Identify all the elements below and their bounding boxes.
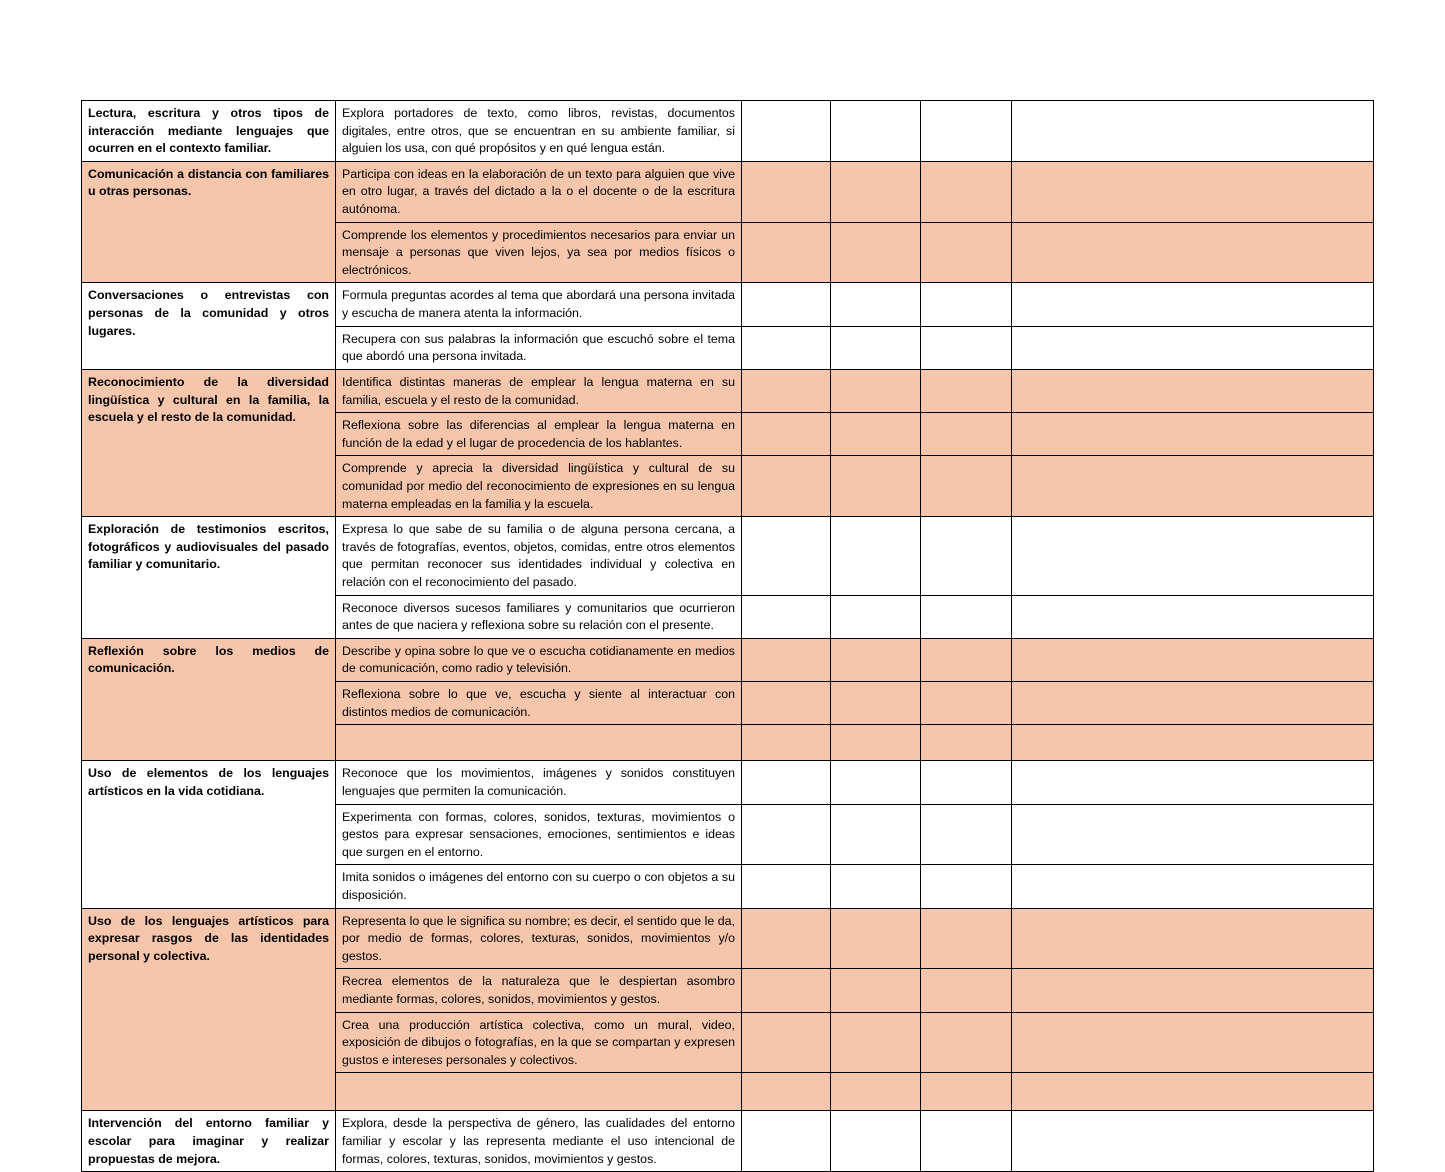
assessment-blank-cell[interactable] [921,222,1012,283]
assessment-blank-cell[interactable] [831,638,921,681]
assessment-table [81,100,1374,1172]
learning-process-cell-empty [336,725,742,761]
assessment-blank-cell[interactable] [831,413,921,456]
assessment-blank-cell[interactable] [921,865,1012,908]
table-body [82,101,1374,1172]
assessment-blank-cell[interactable] [921,101,1012,162]
learning-process-cell: Comprende los elementos y procedimientos necesarios para enviar un mensaje a personas que viven lejos, ya sea por medios físicos o electrónicos. [336,222,742,283]
assessment-blank-cell[interactable] [921,761,1012,804]
content-topic-cell: Uso de elementos de los lenguajes artísticos en la vida cotidiana. [82,761,336,908]
assessment-blank-cell[interactable] [1012,682,1374,725]
assessment-table-container [81,100,1373,1172]
assessment-blank-cell[interactable] [1012,638,1374,681]
assessment-blank-cell[interactable] [921,908,1012,969]
assessment-blank-cell[interactable] [742,682,831,725]
table-row [82,1111,1374,1172]
assessment-blank-cell[interactable] [1012,804,1374,865]
assessment-blank-cell[interactable] [1012,222,1374,283]
assessment-blank-cell[interactable] [742,326,831,369]
learning-process-cell: Expresa lo que sabe de su familia o de alguna persona cercana, a través de fotografías, eventos, objetos, comidas, entre otros elementos que permitan reconocer sus identidades individual y colectiva en relación con el reconocimiento del pasado. [336,517,742,595]
content-topic-cell: Uso de los lenguajes artísticos para expresar rasgos de las identidades personal y colectiva. [82,908,336,1111]
assessment-blank-cell[interactable] [831,682,921,725]
assessment-blank-cell[interactable] [831,326,921,369]
content-topic-cell: Exploración de testimonios escritos, fotográficos y audiovisuales del pasado familiar y comunitario. [82,517,336,639]
assessment-blank-cell[interactable] [1012,161,1374,222]
learning-process-cell: Explora portadores de texto, como libros, revistas, documentos digitales, entre otros, que se encuentran en su ambiente familiar, si alguien los usa, con qué propósitos y en qué lengua están. [336,101,742,162]
assessment-blank-cell[interactable] [831,456,921,517]
learning-process-cell: Describe y opina sobre lo que ve o escucha cotidianamente en medios de comunicación, como radio y televisión. [336,638,742,681]
assessment-blank-cell[interactable] [742,908,831,969]
assessment-blank-cell[interactable] [1012,369,1374,412]
learning-process-cell: Identifica distintas maneras de emplear la lengua materna en su familia, escuela y el resto de la comunidad. [336,369,742,412]
table-row [82,761,1374,804]
learning-process-cell: Reconoce que los movimientos, imágenes y sonidos constituyen lenguajes que permiten la comunicación. [336,761,742,804]
content-topic-cell: Reflexión sobre los medios de comunicación. [82,638,336,760]
learning-process-cell: Formula preguntas acordes al tema que abordará una persona invitada y escucha de manera atenta la información. [336,283,742,326]
assessment-blank-cell[interactable] [1012,1012,1374,1073]
assessment-blank-cell[interactable] [742,413,831,456]
assessment-blank-cell[interactable] [1012,595,1374,638]
assessment-blank-cell[interactable] [921,369,1012,412]
assessment-blank-cell[interactable] [831,908,921,969]
assessment-blank-cell[interactable] [742,456,831,517]
assessment-blank-cell[interactable] [742,222,831,283]
content-topic-cell: Conversaciones o entrevistas con personas de la comunidad y otros lugares. [82,283,336,369]
assessment-blank-cell[interactable] [921,638,1012,681]
content-topic-cell: Intervención del entorno familiar y escolar para imaginar y realizar propuestas de mejora. [82,1111,336,1172]
table-row [82,908,1374,969]
assessment-blank-cell[interactable] [921,326,1012,369]
assessment-blank-cell[interactable] [742,101,831,162]
assessment-blank-cell[interactable] [831,595,921,638]
table-row [82,638,1374,681]
assessment-blank-cell[interactable] [1012,283,1374,326]
assessment-blank-cell[interactable] [1012,865,1374,908]
learning-process-cell: Reflexiona sobre lo que ve, escucha y siente al interactuar con distintos medios de comunicación. [336,682,742,725]
assessment-blank-cell[interactable] [1012,908,1374,969]
assessment-blank-cell[interactable] [831,804,921,865]
learning-process-cell: Imita sonidos o imágenes del entorno con su cuerpo o con objetos a su disposición. [336,865,742,908]
table-row [82,517,1374,595]
content-topic-cell: Comunicación a distancia con familiares u otras personas. [82,161,336,283]
assessment-blank-cell[interactable] [831,369,921,412]
learning-process-cell: Explora, desde la perspectiva de género, las cualidades del entorno familiar y escolar y las representa mediante el uso intencional de formas, colores, texturas, sonidos, movimientos y gestos. [336,1111,742,1172]
assessment-blank-cell[interactable] [921,595,1012,638]
assessment-blank-cell[interactable] [742,1111,831,1172]
assessment-blank-cell[interactable] [921,413,1012,456]
assessment-blank-cell[interactable] [1012,517,1374,595]
content-topic-cell: Lectura, escritura y otros tipos de interacción mediante lenguajes que ocurren en el contexto familiar. [82,101,336,162]
assessment-blank-cell[interactable] [921,1073,1012,1111]
assessment-blank-cell[interactable] [742,161,831,222]
table-row [82,283,1374,326]
assessment-blank-cell[interactable] [921,283,1012,326]
assessment-blank-cell[interactable] [831,725,921,761]
assessment-blank-cell[interactable] [921,1111,1012,1172]
assessment-blank-cell[interactable] [742,804,831,865]
assessment-blank-cell[interactable] [742,369,831,412]
assessment-blank-cell[interactable] [742,517,831,595]
learning-process-cell: Comprende y aprecia la diversidad lingüística y cultural de su comunidad por medio del reconocimiento de expresiones en su lengua materna empleadas en la familia y la escuela. [336,456,742,517]
learning-process-cell: Reconoce diversos sucesos familiares y comunitarios que ocurrieron antes de que naciera y reflexiona sobre su relación con el presente. [336,595,742,638]
assessment-blank-cell[interactable] [742,725,831,761]
content-topic-cell: Reconocimiento de la diversidad lingüística y cultural en la familia, la escuela y el resto de la comunidad. [82,369,336,516]
learning-process-cell: Experimenta con formas, colores, sonidos, texturas, movimientos o gestos para expresar sensaciones, emociones, sentimientos e ideas que surgen en el entorno. [336,804,742,865]
assessment-blank-cell[interactable] [921,682,1012,725]
assessment-blank-cell[interactable] [921,969,1012,1012]
assessment-blank-cell[interactable] [831,161,921,222]
learning-process-cell: Crea una producción artística colectiva, como un mural, video, exposición de dibujos o fotografías, en la que se compartan y expresen gustos e intereses personales y colectivos. [336,1012,742,1073]
assessment-blank-cell[interactable] [1012,761,1374,804]
assessment-blank-cell[interactable] [742,283,831,326]
assessment-blank-cell[interactable] [921,725,1012,761]
learning-process-cell-empty [336,1073,742,1111]
assessment-blank-cell[interactable] [742,638,831,681]
table-row [82,369,1374,412]
learning-process-cell: Reflexiona sobre las diferencias al emplear la lengua materna en función de la edad y el lugar de procedencia de los hablantes. [336,413,742,456]
assessment-blank-cell[interactable] [831,865,921,908]
assessment-blank-cell[interactable] [831,761,921,804]
assessment-blank-cell[interactable] [742,969,831,1012]
assessment-blank-cell[interactable] [1012,1073,1374,1111]
assessment-blank-cell[interactable] [1012,413,1374,456]
table-row [82,161,1374,222]
assessment-blank-cell[interactable] [1012,326,1374,369]
assessment-blank-cell[interactable] [1012,969,1374,1012]
assessment-blank-cell[interactable] [742,1012,831,1073]
assessment-blank-cell[interactable] [921,456,1012,517]
assessment-blank-cell[interactable] [742,1073,831,1111]
assessment-blank-cell[interactable] [742,865,831,908]
learning-process-cell: Recupera con sus palabras la información que escuchó sobre el tema que abordó una persona invitada. [336,326,742,369]
assessment-blank-cell[interactable] [742,761,831,804]
assessment-blank-cell[interactable] [831,283,921,326]
learning-process-cell: Recrea elementos de la naturaleza que le despiertan asombro mediante formas, colores, sonidos, movimientos y gestos. [336,969,742,1012]
assessment-blank-cell[interactable] [1012,725,1374,761]
assessment-blank-cell[interactable] [831,222,921,283]
assessment-blank-cell[interactable] [921,804,1012,865]
assessment-blank-cell[interactable] [921,1012,1012,1073]
assessment-blank-cell[interactable] [831,101,921,162]
assessment-blank-cell[interactable] [831,1012,921,1073]
assessment-blank-cell[interactable] [1012,456,1374,517]
table-row [82,101,1374,162]
assessment-blank-cell[interactable] [921,517,1012,595]
assessment-blank-cell[interactable] [1012,101,1374,162]
assessment-blank-cell[interactable] [831,969,921,1012]
learning-process-cell: Participa con ideas en la elaboración de un texto para alguien que vive en otro lugar, a través del dictado a la o el docente o de la escritura autónoma. [336,161,742,222]
assessment-blank-cell[interactable] [831,1111,921,1172]
learning-process-cell: Representa lo que le significa su nombre; es decir, el sentido que le da, por medio de formas, colores, texturas, sonidos, movimientos y/o gestos. [336,908,742,969]
assessment-blank-cell[interactable] [1012,1111,1374,1172]
assessment-blank-cell[interactable] [831,517,921,595]
assessment-blank-cell[interactable] [831,1073,921,1111]
assessment-blank-cell[interactable] [742,595,831,638]
assessment-blank-cell[interactable] [921,161,1012,222]
